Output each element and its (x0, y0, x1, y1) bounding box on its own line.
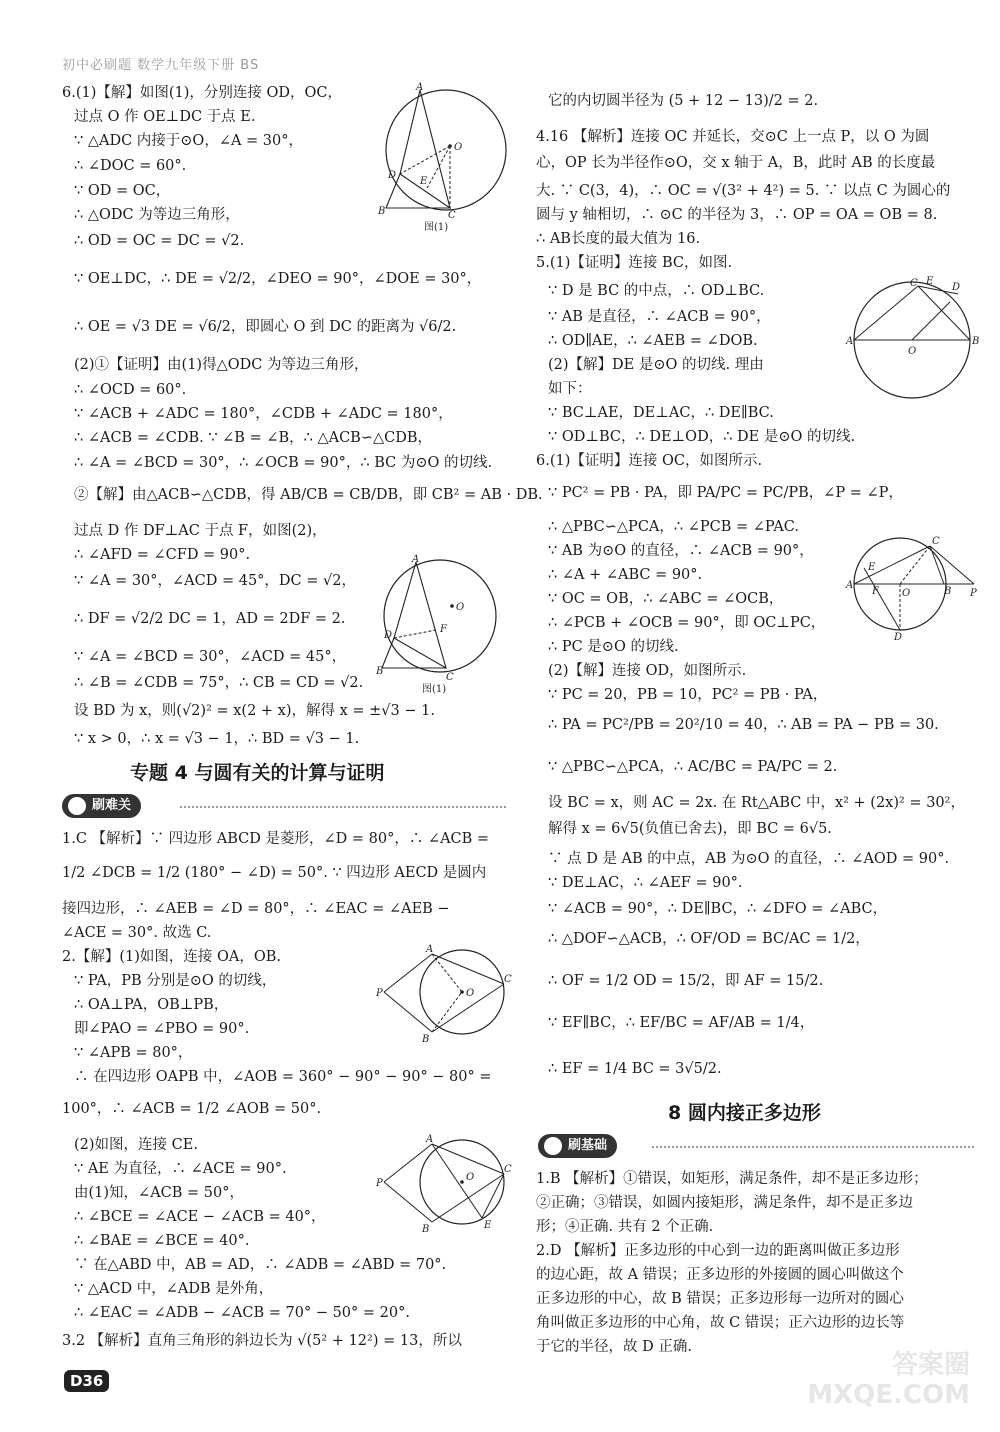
left-text-line: ∵ OE⊥DC，∴ DE = √2/2，∠DEO = 90°，∠DOE = 30°， (74, 271, 482, 287)
svg-text:E: E (868, 562, 876, 573)
badge-basic (538, 1134, 617, 1158)
geometry-figure-6 (844, 532, 978, 644)
svg-text:B: B (422, 1224, 430, 1235)
left-text-line: ∴ △ODC 为等边三角形， (74, 207, 240, 223)
left-text-line: ∵ ∠A = ∠BCD = 30°，∠ACD = 45°， (74, 649, 347, 665)
svg-text:C: C (910, 278, 918, 289)
left-text-line: 6.(1)【解】如图(1)，分别连接 OD，OC， (62, 85, 343, 101)
left-text-line: ∴ OE = √3 DE = √6/2，即圆心 O 到 DC 的距离为 √6/2. (74, 319, 457, 335)
right-text-line: ∵ PC² = PB · PA，即 PA/PC = PC/PB，∠P = ∠P， (548, 485, 903, 501)
svg-text:C: C (446, 672, 454, 683)
right-text-line: ∵ ∠ACB = 90°，∴ DE∥BC，∴ ∠DFO = ∠ABC， (548, 901, 888, 917)
left-text-line: (2)①【证明】由(1)得△ODC 为等边三角形， (74, 357, 369, 373)
right-text-line: ∵ BC⊥AE，DE⊥AC，∴ DE∥BC. (548, 405, 774, 421)
right-text-line: ②正确；③错误，如圆内接矩形，满足条件，却不是正多边 (536, 1195, 913, 1211)
left-text-line: ∴ ∠BCE = ∠ACE − ∠ACB = 40°， (74, 1209, 326, 1225)
svg-text:O: O (902, 588, 911, 599)
svg-text:E: E (484, 1220, 492, 1231)
svg-text:C: C (504, 974, 512, 985)
right-text-line: ∴ OF = 1/2 OD = 15/2，即 AF = 15/2. (548, 973, 824, 989)
right-text-line: 大. ∵ C(3，4)，∴ OC = √(3² + 4²) = 5. ∵ 以点 C 为圆心的 (536, 183, 951, 199)
right-text-line: 于它的半径，故 D 正确. (536, 1339, 692, 1355)
svg-text:C: C (932, 536, 940, 547)
left-text-line: 2.【解】(1)如图，连接 OA，OB. (62, 949, 281, 965)
right-text-line: ∴ PA = PC²/PB = 20²/10 = 40，∴ AB = PA − PB = 30. (548, 717, 939, 733)
left-text-line: ∴ ∠BAE = ∠BCE = 40°. (74, 1233, 250, 1249)
figure-caption: 图(1) (422, 684, 447, 695)
svg-text:D: D (388, 170, 397, 181)
svg-text:B: B (376, 666, 384, 677)
left-text-line: 1/2 ∠DCB = 1/2 (180° − ∠D) = 50°. ∵ 四边形 AECD 是圆内 (62, 865, 487, 881)
svg-text:D: D (384, 630, 393, 641)
svg-text:A: A (846, 336, 854, 347)
right-text-line: ∴ PC 是⊙O 的切线. (548, 639, 679, 655)
svg-text:C: C (448, 210, 456, 221)
geometry-figure-5 (846, 276, 980, 396)
left-text-line: ∴ ∠DOC = 60°. (74, 158, 187, 174)
geometry-figure-2 (376, 556, 510, 696)
left-text-line: 过点 O 作 OE⊥DC 于点 E. (74, 109, 256, 125)
right-text-line: ∵ 点 D 是 AB 的中点，AB 为⊙O 的直径，∴ ∠AOD = 90°. (548, 851, 950, 867)
svg-text:P: P (376, 988, 383, 999)
pencil-badge-icon (544, 1137, 562, 1155)
watermark (807, 1350, 970, 1410)
page-header: 初中必刷题 数学九年级下册 BS (62, 58, 260, 73)
section-divider (180, 806, 506, 808)
left-text-line: ∴ ∠A = ∠BCD = 30°，∴ ∠OCB = 90°，∴ BC 为⊙O 的切线. (74, 455, 493, 471)
left-text-line: ∠ACE = 30°. 故选 C. (62, 925, 212, 941)
left-text-line: ∴ ∠B = ∠CDB = 75°，∴ CB = CD = √2. (74, 675, 364, 691)
svg-text:B: B (944, 586, 952, 597)
svg-text:A: A (846, 580, 854, 591)
right-text-line: ∴ AB长度的最大值为 16. (536, 231, 701, 247)
right-text-line: 心，OP 长为半径作⊙O，交 x 轴于 A，B，此时 AB 的长度最 (536, 155, 936, 171)
right-text-line: 6.(1)【证明】连接 OC，如图所示. (536, 453, 763, 469)
geometry-figure-3 (376, 944, 510, 1044)
svg-text:A: A (412, 554, 420, 565)
left-text-line: 由(1)知，∠ACB = 50°， (74, 1185, 244, 1201)
svg-text:B: B (422, 1034, 430, 1045)
right-text-line: (2)【解】DE 是⊙O 的切线. 理由 (548, 357, 764, 373)
right-text-line: ∵ AB 是直径，∴ ∠ACB = 90°， (548, 309, 771, 325)
badge-basic-label: 刷基础 (568, 1138, 608, 1153)
right-text-line: ∵ D 是 BC 的中点，∴ OD⊥BC. (548, 283, 765, 299)
svg-text:D: D (952, 282, 961, 293)
left-text-line: 即∠PAO = ∠PBO = 90°. (74, 1021, 250, 1037)
svg-text:O: O (466, 1172, 475, 1183)
pencil-badge-icon (68, 797, 86, 815)
right-text-line: ∵ PC = 20，PB = 10，PC² = PB · PA， (548, 687, 828, 703)
right-text-line: 角叫做正多边形的中心角，故 C 错误；正六边形的边长等 (536, 1315, 905, 1331)
right-text-line: ∵ OC = OB，∴ ∠ABC = ∠OCB， (548, 591, 784, 607)
right-text-line: ∴ EF = 1/4 BC = 3√5/2. (548, 1061, 722, 1077)
svg-text:O: O (908, 346, 917, 357)
right-text-line: ∴ OD∥AE，∴ ∠AEB = ∠DOB. (548, 333, 758, 349)
svg-text:F: F (440, 624, 447, 635)
left-text-line: 100°，∴ ∠ACB = 1/2 ∠AOB = 50°. (62, 1101, 322, 1117)
right-text-line: 5.(1)【证明】连接 BC，如图. (536, 255, 733, 271)
svg-text:A: A (426, 944, 434, 955)
watermark-line1: 答案圈 (891, 1350, 970, 1380)
page-number: D36 (64, 1370, 109, 1392)
geometry-figure-4 (376, 1134, 510, 1234)
section-title-topic4: 专题 4 与圆有关的计算与证明 (130, 762, 385, 784)
right-text-line: 4.16 【解析】连接 OC 并延长，交⊙C 上一点 P，以 O 为圆 (536, 129, 930, 145)
left-text-line: ∵ ∠A = 30°，∠ACD = 45°，DC = √2， (74, 573, 356, 589)
left-text-line: (2)如图，连接 CE. (74, 1137, 198, 1153)
right-text-line: ∵ △PBC∽△PCA，∴ AC/BC = PA/PC = 2. (548, 759, 838, 775)
svg-text:O: O (466, 988, 475, 999)
svg-text:P: P (970, 588, 977, 599)
section-title-8: 8 圆内接正多边形 (668, 1102, 821, 1124)
right-text-line: ∵ AB 为⊙O 的直径，∴ ∠ACB = 90°， (548, 543, 814, 559)
left-text-line: ∴ DF = √2/2 DC = 1，AD = 2DF = 2. (74, 611, 346, 627)
left-text-line: 3.2 【解析】直角三角形的斜边长为 √(5² + 12²) = 13，所以 (62, 1333, 462, 1349)
left-text-line: 接四边形，∴ ∠AEB = ∠D = 80°，∴ ∠EAC = ∠AEB − (62, 901, 450, 917)
geometry-figure-1 (376, 84, 510, 234)
left-text-line: 设 BD 为 x，则(√2)² = x(2 + x)，解得 x = ±√3 − 1. (74, 703, 435, 719)
svg-text:D: D (894, 632, 903, 643)
right-text-line: 的边心距，故 A 错误；正多边形的外接圆的圆心叫做这个 (536, 1267, 904, 1283)
left-text-line: ∴ 在四边形 OAPB 中，∠AOB = 360° − 90° − 90° − 80° = (74, 1069, 492, 1085)
right-text-line: 圆与 y 轴相切，∴ ⊙C 的半径为 3，∴ OP = OA = OB = 8. (536, 207, 938, 223)
svg-text:P: P (376, 1178, 383, 1189)
left-text-line: ∵ △ACD 中，∠ADB 是外角， (74, 1281, 274, 1297)
watermark-line2: MXQE.COM (807, 1380, 970, 1410)
right-text-line: 它的内切圆半径为 (5 + 12 − 13)/2 = 2. (548, 93, 819, 109)
right-text-line: ∴ ∠A + ∠ABC = 90°. (548, 567, 703, 583)
right-text-line: ∵ DE⊥AC，∴ ∠AEF = 90°. (548, 875, 743, 891)
svg-text:F: F (872, 586, 879, 597)
right-text-line: 形；④正确. 共有 2 个正确. (536, 1219, 714, 1235)
badge-hard-label: 刷难关 (92, 798, 132, 813)
svg-text:B: B (378, 206, 386, 217)
left-text-line: ∴ OD = OC = DC = √2. (74, 233, 245, 249)
svg-text:O: O (454, 142, 463, 153)
left-text-line: ∴ ∠ACB = ∠CDB. ∵ ∠B = ∠B，∴ △ACB∽△CDB， (74, 430, 433, 446)
left-text-line: 1.C 【解析】∵ 四边形 ABCD 是菱形，∠D = 80°，∴ ∠ACB = (62, 831, 490, 847)
left-text-line: ∵ OD = OC， (74, 183, 171, 199)
left-text-line: ∴ OA⊥PA，OB⊥PB， (74, 997, 229, 1013)
left-text-line: ∵ 在△ABD 中，AB = AD，∴ ∠ADB = ∠ABD = 70°. (74, 1257, 447, 1273)
left-text-line: ②【解】由△ACB∽△CDB，得 AB/CB = CB/DB，即 CB² = AB · DB. (74, 487, 543, 503)
right-text-line: ∴ △DOF∽△ACB，∴ OF/OD = BC/AC = 1/2， (548, 931, 870, 947)
left-text-line: 过点 D 作 DF⊥AC 于点 F，如图(2)， (74, 523, 327, 539)
figure-caption: 图(1) (424, 222, 449, 233)
svg-text:C: C (504, 1164, 512, 1175)
left-text-line: ∴ ∠OCD = 60°. (74, 382, 187, 398)
right-text-line: 如下： (548, 381, 592, 397)
left-text-line: ∵ PA，PB 分别是⊙O 的切线， (74, 973, 277, 989)
right-text-line: 设 BC = x，则 AC = 2x. 在 Rt△ABC 中，x² + (2x)² = 30²， (548, 795, 965, 811)
right-text-line: 2.D 【解析】正多边形的中心到一边的距离叫做正多边形 (536, 1243, 900, 1259)
left-text-line: ∵ △ADC 内接于⊙O，∠A = 30°， (74, 133, 304, 149)
right-text-line: ∴ △PBC∽△PCA，∴ ∠PCB = ∠PAC. (548, 519, 799, 535)
right-text-line: (2)【解】连接 OD，如图所示. (548, 663, 747, 679)
right-text-line: ∵ EF∥BC，∴ EF/BC = AF/AB = 1/4， (548, 1015, 815, 1031)
svg-text:A: A (416, 82, 424, 93)
left-text-line: ∴ ∠EAC = ∠ADB − ∠ACB = 70° − 50° = 20°. (74, 1305, 410, 1321)
svg-text:B: B (972, 336, 980, 347)
right-text-line: 正多边形的中心，故 B 错误；正多边形每一边所对的圆心 (536, 1291, 904, 1307)
right-text-line: 1.B 【解析】①错误，如矩形，满足条件，却不是正多边形； (536, 1171, 928, 1187)
svg-text:E: E (926, 276, 934, 287)
right-text-line: 解得 x = 6√5(负值已舍去)，即 BC = 6√5. (548, 821, 832, 837)
left-text-line: ∴ ∠AFD = ∠CFD = 90°. (74, 547, 251, 563)
right-text-line: ∴ ∠PCB + ∠OCB = 90°，即 OC⊥PC， (548, 615, 826, 631)
left-text-line: ∵ AE 为直径，∴ ∠ACE = 90°. (74, 1161, 287, 1177)
svg-text:E: E (420, 176, 428, 187)
right-text-line: ∵ OD⊥BC，∴ DE⊥OD，∴ DE 是⊙O 的切线. (548, 429, 856, 445)
badge-hard (62, 794, 141, 818)
left-text-line: ∵ x > 0，∴ x = √3 − 1，∴ BD = √3 − 1. (74, 731, 360, 747)
left-text-line: ∵ ∠APB = 80°， (74, 1045, 193, 1061)
svg-text:A: A (426, 1134, 434, 1145)
section-divider (652, 1146, 974, 1148)
svg-text:O: O (456, 602, 465, 613)
left-text-line: ∵ ∠ACB + ∠ADC = 180°，∠CDB + ∠ADC = 180°， (74, 406, 453, 422)
